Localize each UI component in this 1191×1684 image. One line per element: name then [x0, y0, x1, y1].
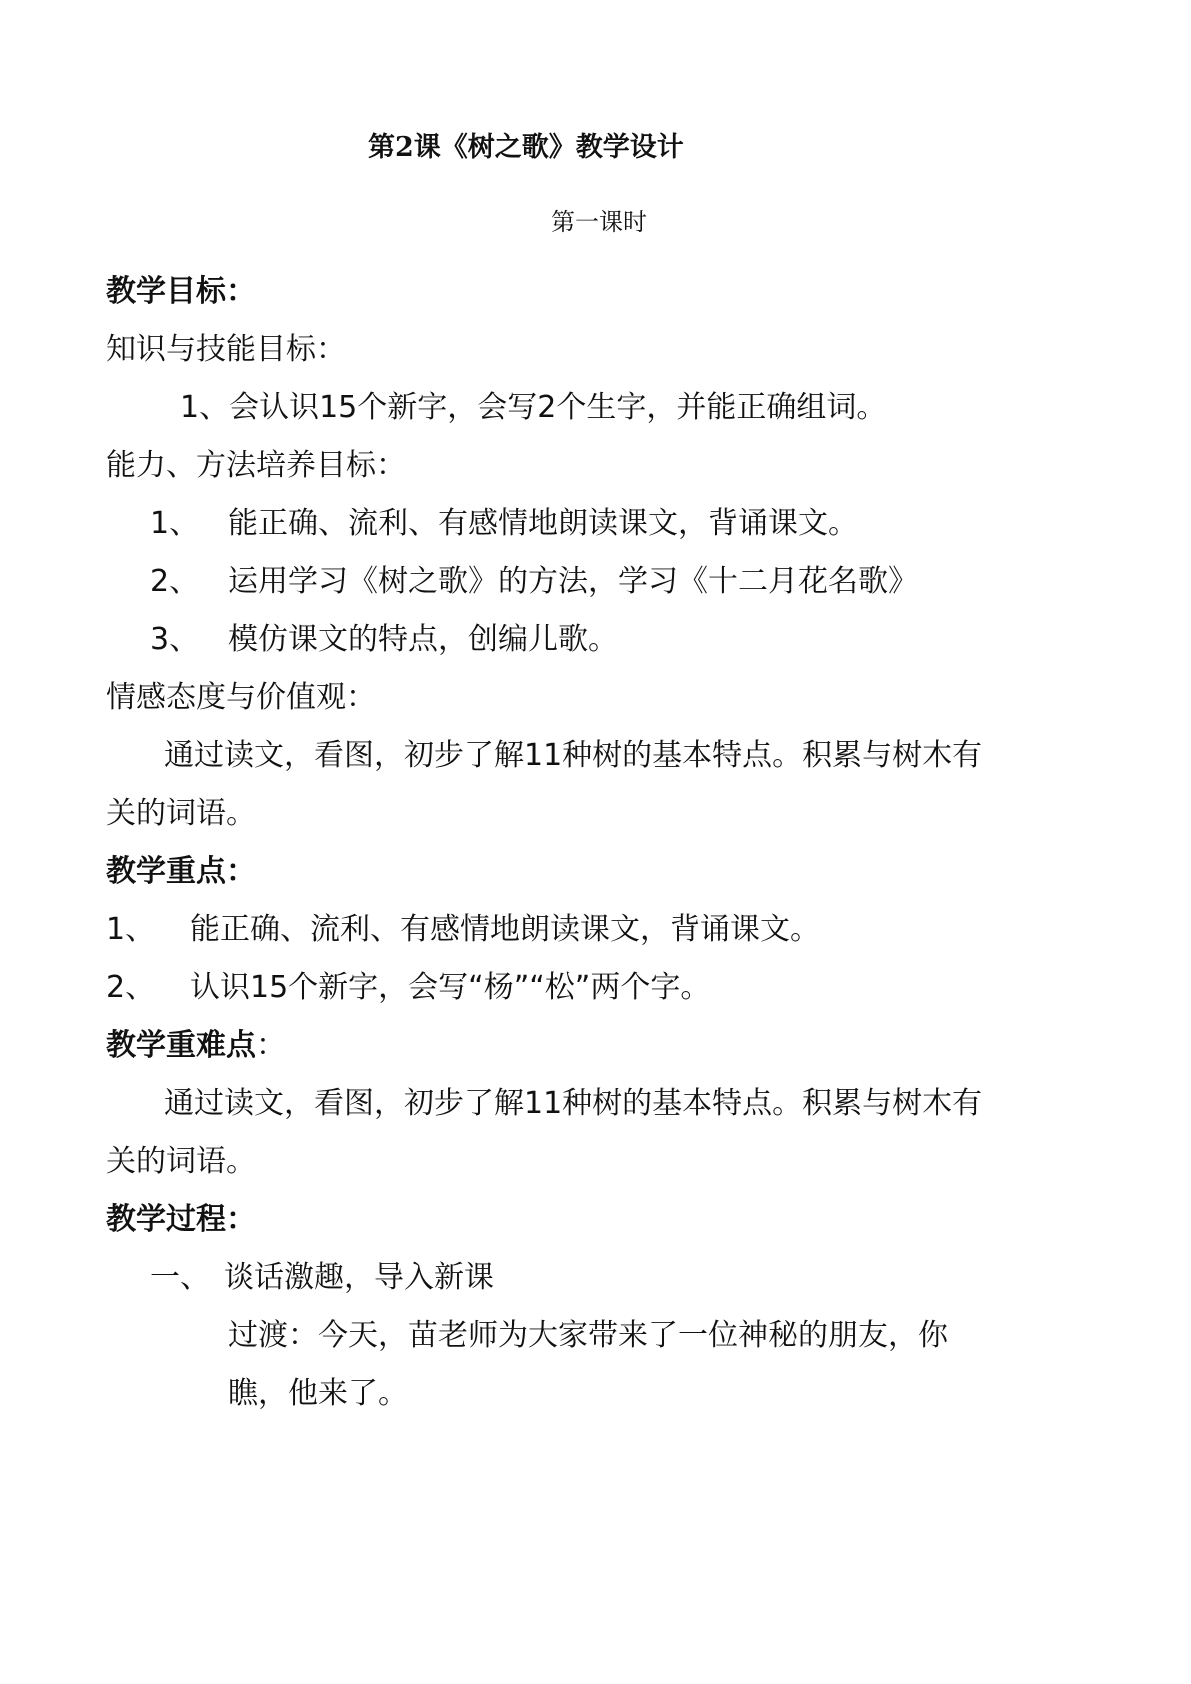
key-point-text: 能正确、流利、有感情地朗读课文，背诵课文。 [190, 912, 820, 947]
knowledge-item: 1、会认识15个新字，会写2个生字，并能正确组词。 [180, 390, 887, 425]
ability-item-number: 3、 [150, 622, 200, 657]
process-heading: 教学过程： [106, 1202, 256, 1237]
key-point-number: 1、 [106, 912, 156, 947]
ability-item [150, 562, 918, 602]
emotion-text-line-2: 关的词语。 [106, 796, 256, 831]
ability-item-number: 2、 [150, 564, 200, 599]
difficulty-heading-label: 教学重难点 [106, 1028, 256, 1063]
difficulty-text-line-1: 通过读文，看图，初步了解11种树的基本特点。积累与树木有 [164, 1086, 983, 1121]
process-step-number: 一、 [150, 1260, 210, 1295]
ability-item-number: 1、 [150, 506, 200, 541]
key-points-heading: 教学重点： [106, 854, 256, 889]
key-point-text: 认识15个新字，会写“杨”“松”两个字。 [190, 970, 711, 1005]
ability-heading: 能力、方法培养目标： [106, 448, 406, 483]
document-subtitle: 第一课时 [551, 208, 647, 236]
ability-item [150, 620, 618, 660]
transition-line-1: 过渡：今天，苗老师为大家带来了一位神秘的朋友，你 [228, 1318, 948, 1353]
document-title: 第2课《树之歌》教学设计 [368, 132, 684, 163]
knowledge-heading: 知识与技能目标： [106, 332, 346, 367]
ability-item-text: 模仿课文的特点，创编儿歌。 [228, 622, 618, 657]
transition-line-2: 瞧，他来了。 [228, 1376, 408, 1411]
goals-heading: 教学目标： [106, 274, 256, 309]
difficulty-text-line-2: 关的词语。 [106, 1144, 256, 1179]
ability-item-text: 能正确、流利、有感情地朗读课文，背诵课文。 [228, 506, 858, 541]
ability-item [150, 504, 858, 544]
ability-item-text: 运用学习《树之歌》的方法，学习《十二月花名歌》 [228, 564, 918, 599]
emotion-text-line-1: 通过读文，看图，初步了解11种树的基本特点。积累与树木有 [164, 738, 983, 773]
key-point-number: 2、 [106, 970, 156, 1005]
process-step [150, 1258, 494, 1298]
key-point-item [106, 968, 710, 1008]
key-point-item [106, 910, 820, 950]
difficulty-heading-colon: ： [256, 1028, 286, 1063]
emotion-heading: 情感态度与价值观： [106, 680, 376, 715]
difficulty-heading [106, 1026, 286, 1066]
process-step-text: 谈话激趣，导入新课 [224, 1260, 494, 1295]
